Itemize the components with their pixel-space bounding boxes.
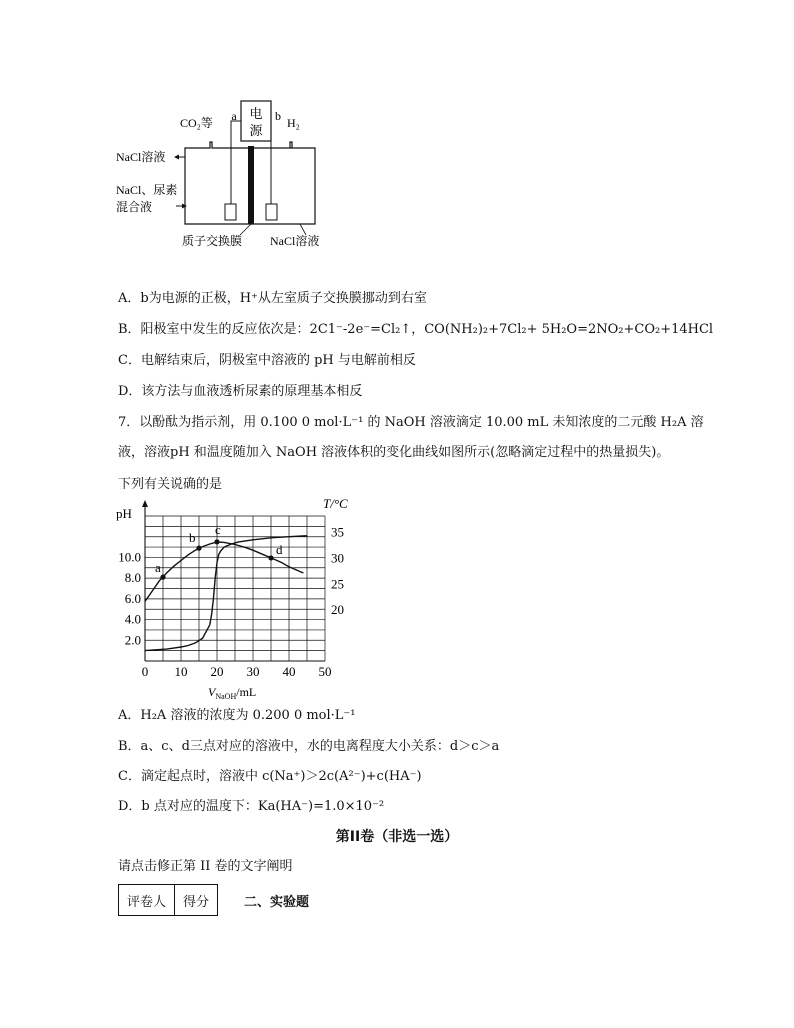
y-tick-label: 8.0: [124, 570, 141, 586]
terminal-a-label: a: [231, 109, 237, 123]
chart-tick-labels: [118, 525, 344, 679]
mix-label-2: 混合液: [116, 200, 153, 214]
chart-curves: [145, 536, 307, 651]
y2-axis-label: T/°C: [323, 496, 348, 511]
y-axis-label: pH: [116, 506, 132, 521]
q6-option-d: D．该方法与血液透析尿素的原理基本相反: [118, 384, 363, 399]
electrolysis-diagram: [110, 96, 350, 256]
titration-chart: [110, 496, 370, 702]
x-tick-label: 30: [246, 664, 260, 679]
y-axis-arrow: [142, 500, 148, 507]
point-a: [160, 575, 165, 580]
grader-table: [118, 884, 218, 916]
q7-option-c: C．滴定起点时，溶液中 c(Na⁺)＞2c(A²⁻)+c(HA⁻): [118, 769, 422, 784]
x-tick-label: 0: [141, 664, 149, 679]
power-char-1: 电: [249, 106, 263, 121]
chart-points: [155, 522, 283, 580]
arrowhead-out: [174, 155, 179, 160]
y-tick-label: 10.0: [118, 549, 141, 565]
q7-stem-line2: 液，溶液pH 和温度随加入 NaOH 溶液体积的变化曲线如图所示(忽略滴定过程中的热量损失)。: [118, 445, 670, 460]
point-b: [196, 546, 201, 551]
q6-option-c: C．电解结束后，阴极室中溶液的 pH 与电解前相反: [118, 353, 416, 368]
q7-stem-line1: 7．以酚酞为指示剂，用 0.100 0 mol·L⁻¹ 的 NaOH 溶液滴定 10.00 mL 未知浓度的二元酸 H₂A 溶: [118, 415, 704, 430]
y2-tick-label: 20: [331, 602, 344, 618]
experiment-section-title: 二、实验题: [244, 895, 310, 910]
nacl-out-label: NaCl溶液: [116, 150, 166, 164]
y2-tick-label: 30: [331, 550, 344, 566]
membrane-label: 质子交换膜: [182, 234, 243, 248]
point-label-d: d: [276, 541, 283, 557]
mix-label-1: NaCl、尿素: [116, 183, 178, 197]
point-label-c: c: [215, 521, 221, 537]
cathode-electrode: [266, 204, 277, 220]
y-tick-label: 4.0: [124, 611, 141, 627]
point-label-b: b: [189, 530, 196, 546]
chart-grid: [145, 516, 325, 661]
power-char-2: 源: [249, 123, 263, 138]
score-cell: 得分: [175, 885, 218, 916]
x-tick-label: 40: [282, 664, 296, 679]
ph-curve: [145, 536, 307, 651]
h2-label: H₂: [287, 116, 300, 130]
co2-label: CO₂等: [180, 116, 213, 130]
section-title: 第II卷（非选一选）: [335, 829, 459, 845]
x-axis-label: $V_{NaOH}/mL$: [208, 685, 257, 701]
q7-option-d: D．b 点对应的温度下：Ka(HA⁻)=1.0×10⁻²: [118, 799, 385, 814]
y-tick-label: 2.0: [124, 632, 141, 648]
q6-option-a: A．b为电源的正极，H⁺从左室质子交换膜挪动到右室: [118, 291, 427, 306]
chart-axes: [142, 500, 325, 661]
proton-exchange-membrane: [248, 146, 254, 224]
anode-electrode: [225, 204, 236, 220]
y-tick-label: 6.0: [124, 590, 141, 606]
y2-tick-label: 25: [331, 576, 344, 592]
y2-tick-label: 35: [331, 524, 344, 540]
wire-left: [231, 121, 241, 204]
section-instruction: 请点击修正第 II 卷的文字阐明: [118, 859, 293, 874]
q7-stem-line3: 下列有关说确的是: [118, 477, 223, 492]
q6-option-b: B．阳极室中发生的反应依次是：2C1⁻-2e⁻=Cl₂↑，CO(NH₂)₂+7Cl₂+ 5H₂O=2NO₂+CO₂+14HCl: [118, 322, 714, 337]
x-tick-label: 50: [318, 664, 332, 679]
q7-option-a: A．H₂A 溶液的浓度为 0.200 0 mol·L⁻¹: [118, 708, 356, 723]
point-d: [268, 555, 273, 560]
q7-option-b: B．a、c、d三点对应的溶液中，水的电离程度大小关系：d＞c＞a: [118, 739, 500, 754]
grader-cell: 评卷人: [119, 885, 175, 916]
point-c: [214, 539, 219, 544]
x-tick-label: 20: [210, 664, 224, 679]
terminal-b-label: b: [275, 109, 281, 123]
nacl-right-label: NaCl溶液: [270, 234, 320, 248]
x-tick-label: 10: [174, 664, 188, 679]
point-label-a: a: [155, 560, 161, 576]
